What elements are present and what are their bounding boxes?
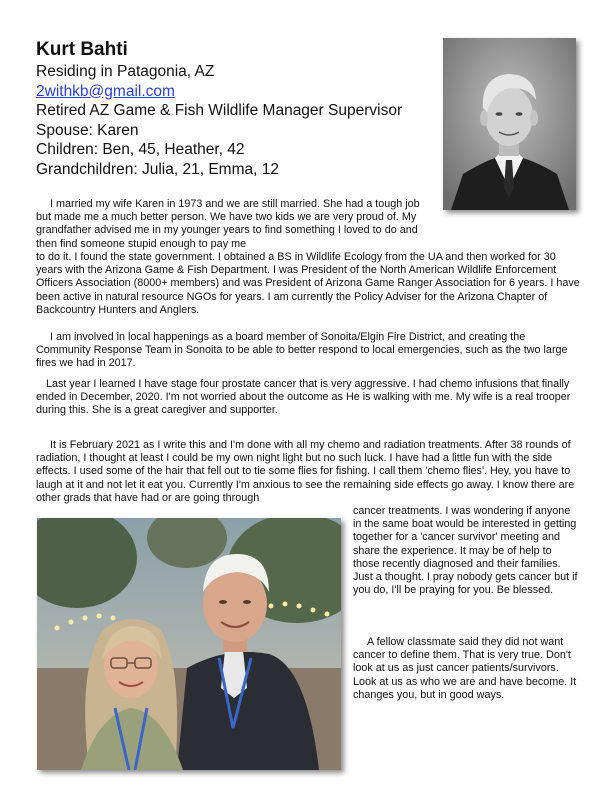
paragraph-4-rest: cancer treatments. I was wondering if anyone in the same boat would be interested in getting together for a 'cancer survivor' meeting and share the experience. It may be of help to those recently diagnosed and their families. Just a thought. I pray nobody gets cancer but if you do, I'll be praying for you. Be blessed.: [353, 505, 578, 597]
residence: Residing in Patagonia, AZ: [36, 63, 215, 80]
paragraph-3: Last year I learned I have stage four prostate cancer that is very aggressive. I had chemo infusions that finally ended in December, 2020. I'm not worried about the outcome as He is walking with me. My wife is a real trooper during this. She is a great caregiver and supporter.: [36, 378, 571, 417]
email-link[interactable]: 2withkb@gmail.com: [36, 82, 175, 100]
yearbook-portrait: [443, 38, 576, 210]
paragraph-2: I am involved in local happenings as a board member of Sonoita/Elgin Fire District, and creating the Community Response Team in Sonoita to be able to better respond to local emergencies, such as the two large fires we had in 2017.: [36, 331, 568, 370]
couple-photo: [37, 518, 341, 770]
spouse: Spouse: Karen: [36, 121, 139, 139]
paragraph-1-rest: to do it. I found the state government. I obtained a BS in Wildlife Ecology from the UA and then worked for 30 years with the Arizona Game & Fish Department. I was President of the North American Wildlife Enforcement Officers Association (8000+ members) and was President of Arizona Game Ranger Association for 6 years. I have been active in natural resource NGOs for years. I am currently the Policy Adviser for the Arizona Chapter of Backcountry Hunters and Anglers.: [36, 251, 580, 316]
couple-image: [37, 518, 341, 770]
occupation: Retired AZ Game & Fish Wildlife Manager Supervisor: [36, 102, 403, 119]
children: Children: Ben, 45, Heather, 42: [36, 141, 245, 158]
profile-header: [36, 38, 436, 179]
paragraph-1-top: I married my wife Karen in 1973 and we are still married. She had a tough job but made me a much better person. We have two kids we are very proud of. My grandfather advised me in my younger years to find something I loved to do and then find someone stupid enough to pay me: [36, 198, 420, 250]
paragraph-4-top: It is February 2021 as I write this and I'm done with all my chemo and radiation treatments. After 38 rounds of radiation, I thought at least I could be my own night light but no such luck. I have had a little fun with the side effects. I used some of the hair that fell out to tie some flies for fishing. I call them 'chemo flies'. Hey, you have to laugh at it and not let it eat you. Currently I'm anxious to see the remaining side effects go away. I know there are other grads that have had or are going through: [36, 439, 575, 504]
person-name: Kurt Bahti: [36, 39, 128, 60]
paragraph-5: A fellow classmate said they did not want cancer to define them. That is very true. Don't look at us as just cancer patients/survivors. Look at us as who we are and have become. It changes you, but in good ways.: [353, 636, 577, 701]
portrait-image: [443, 38, 576, 210]
grandchildren: Grandchildren: Julia, 21, Emma, 12: [36, 160, 279, 178]
